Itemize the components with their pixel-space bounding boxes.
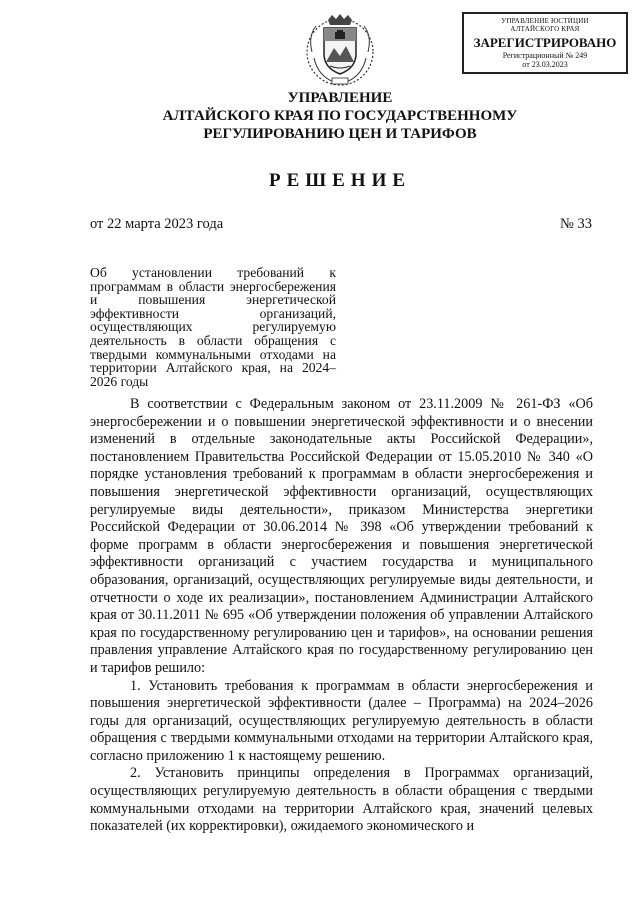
body-paragraph: В соответствии с Федеральным законом от 23.11.2009 № 261-ФЗ «Об энергосбережении и о повышении энергетической эффективности и о внесении изменений в отдельные законодательные акты Российской Федерации», постановлением Правительства Российской Федерации от 15.05.2010 № 340 «О порядке установления требований к программам в области энергосбережения и повышения энергетической эффективности организаций, осуществляющих регулируемые виды деятельности», приказом Министерства энергетики Российской Федерации от 30.06.2014 № 398 «Об утверждении требований к форме программ в области энергосбережения и повышения энергетической эффективности организаций с участием государства и муниципального образования, организаций, осуществляющих регулируемые виды деятельности, и отчетности о ходе их реализации», постановлением Администрации Алтайского края от 30.11.2011 № 695 «Об утверждении положения об управлении Алтайского края по государственному регулированию цен и тарифов», на основании решения правления управление Алтайского края по государственному регулированию цен и тарифов решило:	[90, 396, 593, 676]
document-number: № 33	[560, 216, 592, 232]
coat-of-arms-emblem	[302, 12, 378, 90]
document-date: от 22 марта 2023 года	[90, 216, 224, 232]
altai-krai-coat-of-arms-icon	[302, 12, 378, 90]
registration-stamp	[462, 12, 628, 74]
authority-line2: АЛТАЙСКОГО КРАЯ ПО ГОСУДАРСТВЕННОМУ	[162, 108, 518, 124]
document-type-title: РЕШЕНИЕ	[268, 170, 412, 191]
authority-line3: РЕГУЛИРОВАНИЮ ЦЕН И ТАРИФОВ	[203, 126, 477, 142]
authority-line1: УПРАВЛЕНИЕ	[287, 90, 393, 106]
stamp-status: ЗАРЕГИСТРИРОВАНО	[473, 35, 617, 50]
stamp-authority-line1: УПРАВЛЕНИЕ ЮСТИЦИИ	[501, 17, 589, 25]
body-paragraph: 2. Установить принципы определения в Программах организаций, осуществляющих регулируемую деятельность в области обращения с твердыми коммунальными отходами на территории Алтайского края, значений целевых показателей (их корректировки), ожидаемого экономического и	[90, 765, 593, 835]
stamp-reg-number: Регистрационный № 249	[502, 51, 588, 60]
issuing-authority	[0, 89, 640, 143]
document-body	[90, 396, 593, 836]
stamp-authority-line2: АЛТАЙСКОГО КРАЯ	[510, 25, 580, 33]
stamp-reg-date: от 23.03.2023	[522, 60, 568, 69]
body-paragraph: 1. Установить требования к программам в области энергосбережения и повышения энергетической эффективности (далее – Программа) на 2024–2026 годы для организаций, осуществляющих регулируемую деятельность в области обращения с твердыми коммунальными отходами на территории Алтайского края, согласно приложению 1 к настоящему решению.	[90, 677, 593, 764]
document-subject: Об установлении требований к программам в области энергосбережения и повышения энергетической эффективности организаций, осуществляющих регулируемую деятельность в области обращения с твердыми коммунальными отходами на территории Алтайского края, на 2024–2026 годы	[90, 265, 336, 389]
